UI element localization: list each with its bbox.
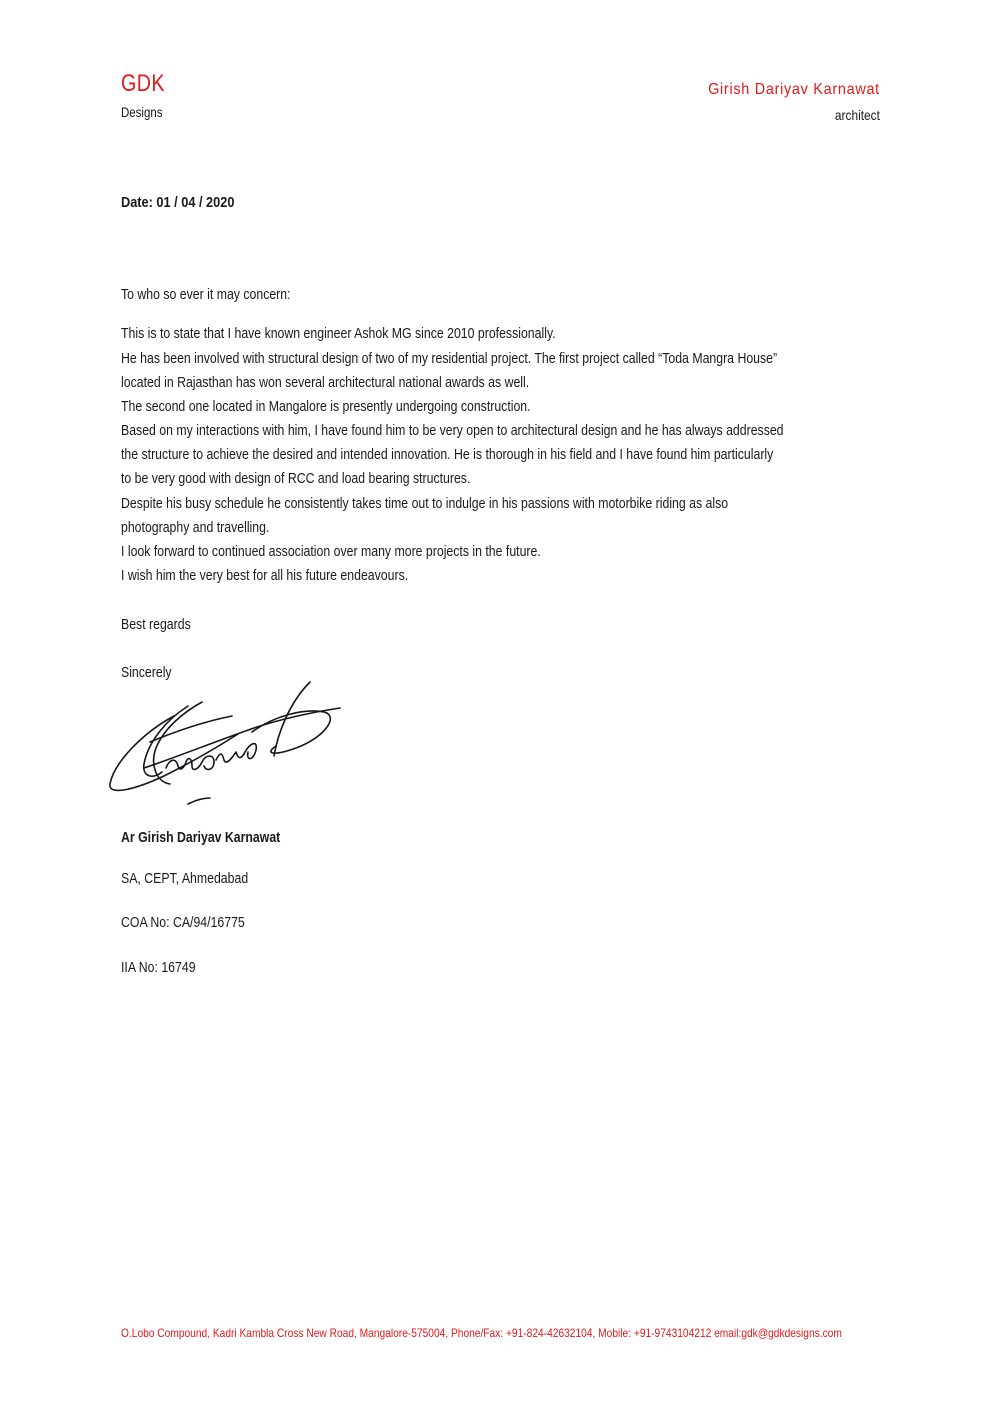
body-line: located in Rajasthan has won several architectural national awards as well. <box>121 374 530 391</box>
body-line: He has been involved with structural design of two of my residential project. The first project called “Toda Mangra House” <box>121 350 778 367</box>
letter-date: Date: 01 / 04 / 2020 <box>121 194 235 211</box>
brand-subtitle: Designs <box>121 104 163 120</box>
signer-coa-number: COA No: CA/94/16775 <box>121 914 245 931</box>
architect-title: architect <box>835 107 880 123</box>
body-line: photography and travelling. <box>121 519 270 536</box>
body-line: The second one located in Mangalore is presently undergoing construction. <box>121 398 531 415</box>
body-line: Based on my interactions with him, I have found him to be very open to architectural design and he has always addressed <box>121 422 784 439</box>
letterhead-architect <box>689 80 880 124</box>
body-line: the structure to achieve the desired and intended innovation. He is thorough in his field and I have found him particularly <box>121 446 774 463</box>
footer-address: O.Lobo Compound, Kadri Kambla Cross New Road, Mangalore-575004, Phone/Fax: +91-824-42632104, Mobile: +91-9743104212 email:gdk@gdkdesigns.com <box>121 1326 842 1340</box>
brand-logo: GDK <box>121 70 165 97</box>
body-line: Despite his busy schedule he consistently takes time out to indulge in his passions with motorbike riding as also <box>121 495 729 512</box>
signer-qualification: SA, CEPT, Ahmedabad <box>121 870 249 887</box>
closing-regards: Best regards <box>121 616 191 633</box>
architect-name: Girish Dariyav Karnawat <box>708 81 880 98</box>
body-line: I wish him the very best for all his future endeavours. <box>121 567 409 584</box>
closing-sincerely: Sincerely <box>121 664 172 681</box>
handwritten-signature-icon <box>104 672 344 812</box>
signer-iia-number: IIA No: 16749 <box>121 959 196 976</box>
signer-name: Ar Girish Dariyav Karnawat <box>121 829 281 846</box>
letterhead-brand <box>121 70 175 121</box>
body-line: This is to state that I have known engineer Ashok MG since 2010 professionally. <box>121 325 556 342</box>
body-line: to be very good with design of RCC and load bearing structures. <box>121 470 471 487</box>
salutation: To who so ever it may concern: <box>121 286 291 303</box>
body-line: I look forward to continued association over many more projects in the future. <box>121 543 541 560</box>
